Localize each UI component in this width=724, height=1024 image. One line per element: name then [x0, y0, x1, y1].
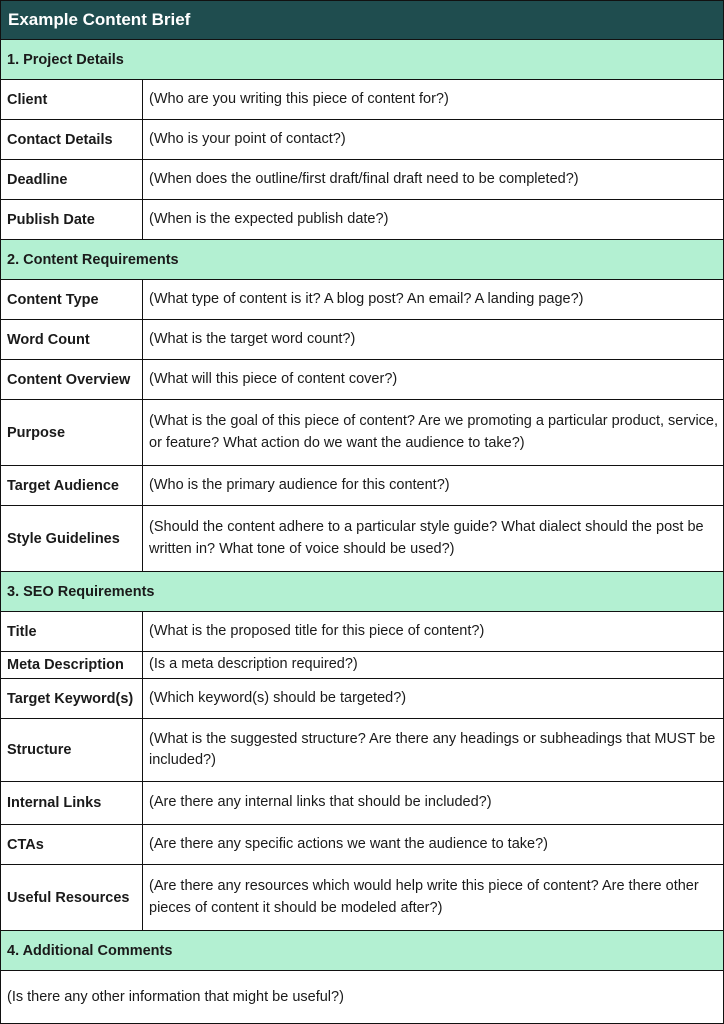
row-label: Structure	[1, 719, 143, 781]
row-label: Target Audience	[1, 466, 143, 505]
row-value: (What is the proposed title for this piece of content?)	[149, 622, 485, 639]
row-label: Title	[1, 612, 143, 651]
row-value: (What is the suggested structure? Are there any headings or subheadings that MUST be included?)	[149, 730, 716, 768]
table-row	[0, 506, 724, 572]
row-value: (When does the outline/first draft/final draft need to be completed?)	[149, 170, 579, 187]
row-value: (What will this piece of content cover?)	[149, 370, 398, 387]
section-heading-content-requirements: 2. Content Requirements	[0, 240, 724, 280]
table-row	[0, 80, 724, 120]
row-label: Style Guidelines	[1, 506, 143, 571]
row-value: (What type of content is it? A blog post? An email? A landing page?)	[149, 290, 584, 307]
row-label: Content Overview	[1, 360, 143, 399]
row-label: Word Count	[1, 320, 143, 359]
table-row	[0, 612, 724, 652]
table-row	[0, 865, 724, 931]
additional-comments-text: (Is there any other information that might be useful?)	[0, 971, 724, 1024]
row-label: Content Type	[1, 280, 143, 319]
table-row	[0, 400, 724, 466]
table-row	[0, 280, 724, 320]
section-heading-additional-comments: 4. Additional Comments	[0, 931, 724, 971]
row-label: Useful Resources	[1, 865, 143, 930]
row-value: (Who is the primary audience for this content?)	[149, 476, 450, 493]
section-heading-project-details: 1. Project Details	[0, 40, 724, 80]
row-label: Target Keyword(s)	[1, 679, 143, 718]
row-label: Purpose	[1, 400, 143, 465]
row-value: (What is the goal of this piece of content? Are we promoting a particular product, service, or feature? What action do we want the audience to take?)	[149, 413, 719, 451]
row-label: Client	[1, 80, 143, 119]
table-row	[0, 120, 724, 160]
row-label: Publish Date	[1, 200, 143, 239]
table-row	[0, 652, 724, 679]
row-value: (Who is your point of contact?)	[149, 130, 346, 147]
table-row	[0, 200, 724, 240]
table-row	[0, 719, 724, 782]
table-row	[0, 160, 724, 200]
row-value: (Which keyword(s) should be targeted?)	[149, 689, 407, 706]
row-value: (When is the expected publish date?)	[149, 210, 389, 227]
row-value: (Are there any resources which would help write this piece of content? Are there other pieces of content it should be modeled after?)	[149, 878, 699, 916]
table-row	[0, 466, 724, 506]
row-label: Meta Description	[1, 652, 143, 678]
table-row	[0, 825, 724, 865]
table-row	[0, 320, 724, 360]
row-label: CTAs	[1, 825, 143, 864]
row-value: (What is the target word count?)	[149, 330, 356, 347]
brief-title: Example Content Brief	[0, 0, 724, 40]
row-value: (Who are you writing this piece of content for?)	[149, 90, 449, 107]
row-value: (Are there any internal links that should be included?)	[149, 794, 492, 811]
row-value: (Are there any specific actions we want the audience to take?)	[149, 835, 548, 852]
table-row	[0, 360, 724, 400]
table-row	[0, 679, 724, 719]
table-row	[0, 782, 724, 825]
row-value: (Is a meta description required?)	[149, 656, 358, 673]
row-label: Internal Links	[1, 782, 143, 824]
row-label: Deadline	[1, 160, 143, 199]
row-value: (Should the content adhere to a particular style guide? What dialect should the post be written in? What tone of voice should be used?)	[149, 519, 704, 557]
row-label: Contact Details	[1, 120, 143, 159]
section-heading-seo-requirements: 3. SEO Requirements	[0, 572, 724, 612]
